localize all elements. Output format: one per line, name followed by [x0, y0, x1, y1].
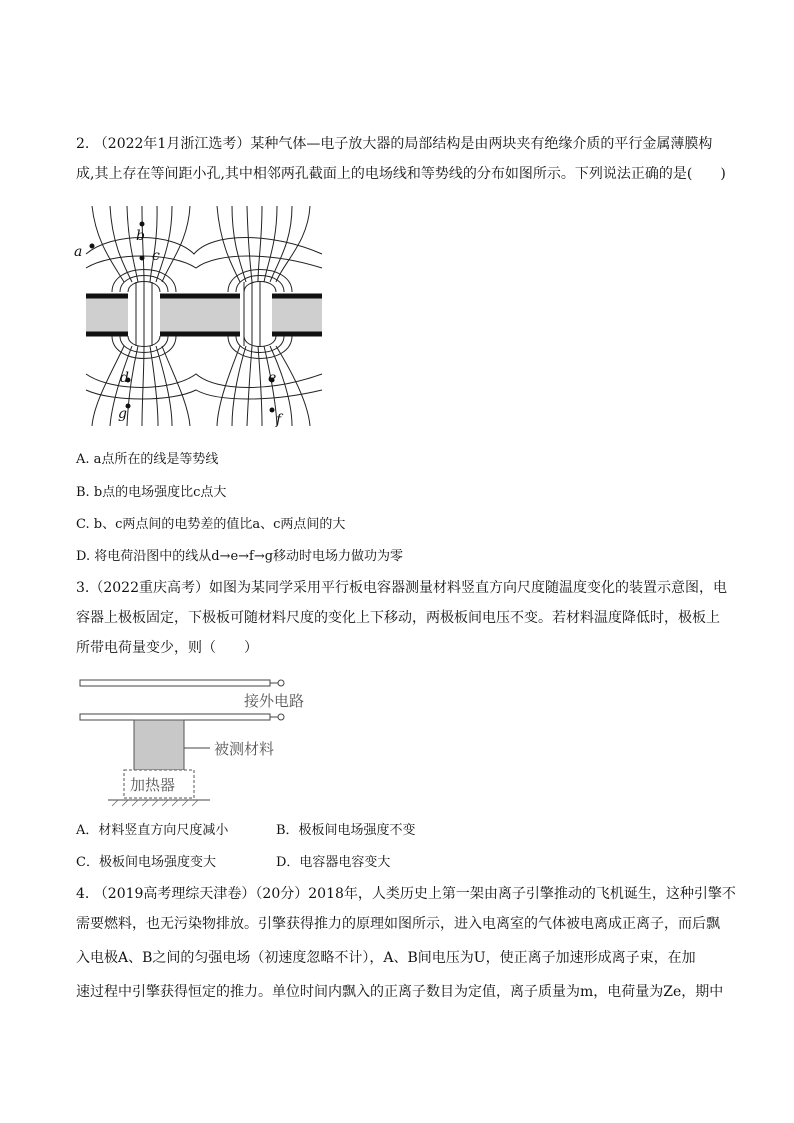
q3-stem-line3: 所带电荷量变少，则（ ）	[76, 640, 258, 656]
label-external-circuit: 接外电路	[244, 692, 305, 710]
q2-option-a: A. a点所在的线是等势线	[76, 452, 219, 467]
q2-option-d: D. 将电荷沿图中的线从d→e→f→g移动时电场力做功为零	[76, 549, 404, 564]
label-a: a	[74, 244, 83, 260]
q2-option-b: B. b点的电场强度比c点大	[76, 485, 227, 500]
label-g: g	[118, 406, 127, 422]
label-e: e	[268, 370, 277, 386]
q4-stem-line3: 入电极A、B之间的匀强电场（初速度忽略不计），A、B间电压为U，使正离子加速形成离子束，在加	[76, 950, 696, 966]
label-tested-material: 被测材料	[214, 740, 275, 758]
label-d: d	[120, 370, 129, 386]
q3-option-c: C．极板间电场强度变大	[76, 855, 216, 870]
q2-option-c: C. b、c两点间的电势差的值比a、c两点间的大	[76, 517, 346, 532]
q4-stem-line4: 速过程中引擎获得恒定的推力。单位时间内飘入的正离子数目为定值，离子质量为m，电荷量为Ze，期中	[76, 984, 724, 1000]
q4-stem-line2: 需要燃料，也无污染物排放。引擎获得推力的原理如图所示，进入电离室的气体被电离成正离子，而后飘	[76, 916, 720, 932]
q2-stem-line1: 2. （2022年1月浙江选考）某种气体—电子放大器的局部结构是由两块夹有绝缘介质的平行金属薄膜构	[76, 136, 713, 152]
label-f: f	[276, 412, 282, 428]
q4-stem-line1: 4. （2019高考理综天津卷）（20分）2018年，人类历史上第一架由离子引擎推动的飞机诞生，这种引擎不	[76, 886, 736, 902]
label-c: c	[152, 248, 160, 264]
q3-option-b: B．极板间电场强度不变	[276, 823, 416, 838]
q2-field-figure	[72, 202, 332, 428]
label-heater: 加热器	[130, 776, 176, 794]
label-b: b	[136, 228, 145, 244]
q2-stem-line2: 成,其上存在等间距小孔,其中相邻两孔截面上的电场线和等势线的分布如图所示。下列说法正确的是( )	[76, 166, 726, 182]
q3-capacitor-figure	[72, 670, 332, 810]
q3-option-a: A．材料竖直方向尺度减小	[76, 823, 229, 838]
q3-stem-line1: 3.（2022重庆高考）如图为某同学采用平行板电容器测量材料竖直方向尺度随温度变化的装置示意图，电	[76, 580, 727, 596]
q3-stem-line2: 容器上极板固定，下极板可随材料尺度的变化上下移动，两极板间电压不变。若材料温度降低时，极板上	[76, 610, 720, 626]
q3-option-d: D．电容器电容变大	[276, 855, 391, 870]
